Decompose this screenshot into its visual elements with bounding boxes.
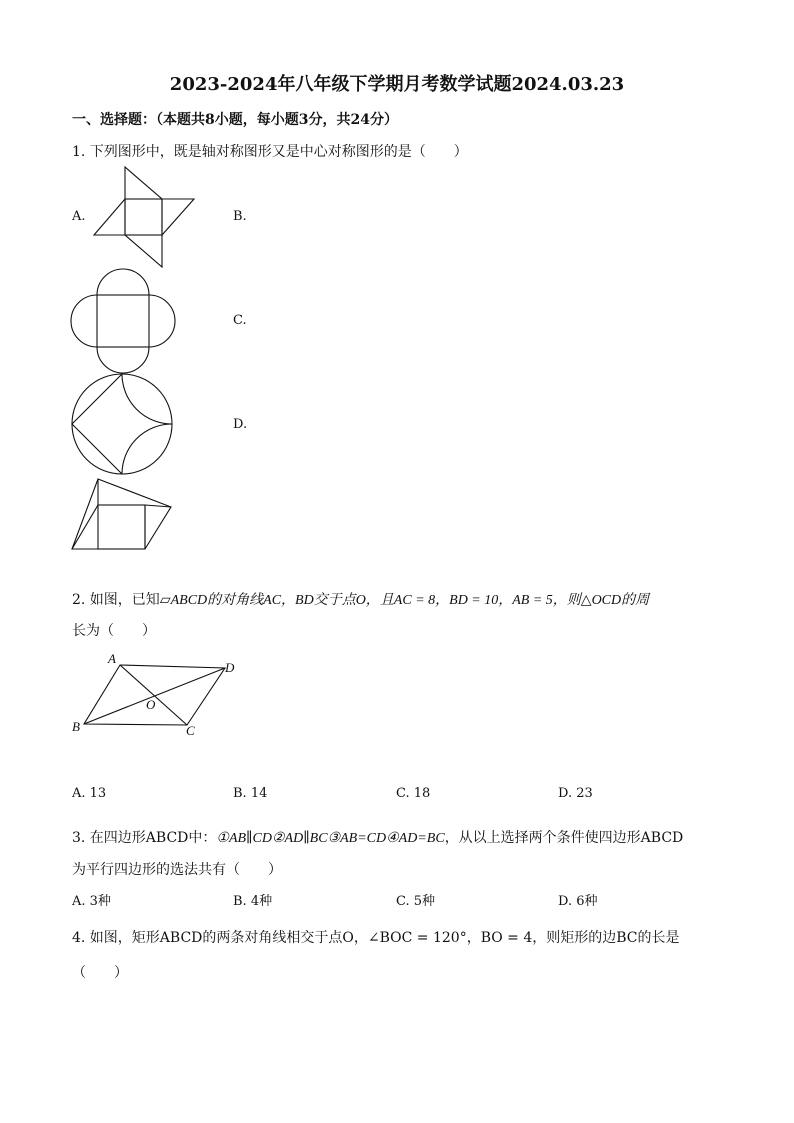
q2-stem-main: ABCD的对角线AC，BD交于点O，且AC = 8，BD = 10，AB = 5，则△OCD的周 [170,593,650,608]
q2-stem-line2: 长为（ ） [72,623,156,639]
q3-condition-4: ④AD=BC [386,831,445,846]
q1-figure-a [90,165,200,270]
q1-label-a: A. [72,209,86,224]
q2-option-c: C. 18 [396,786,431,801]
q3-option-d: D. 6种 [558,894,598,909]
point-a-label: A [108,651,116,666]
q1-figure-d [70,477,180,557]
parallelogram-symbol: ▱ [159,592,171,608]
q3-condition-1: ①AB∥CD [216,831,272,846]
q1-stem: 1. 下列图形中，既是轴对称图形又是中心对称图形的是（ ） [72,144,468,160]
q3-option-c: C. 5种 [396,894,436,909]
q3-stem-line2: 为平行四边形的选法共有（ ） [72,862,282,878]
point-c-label: C [186,723,195,738]
page-title: 2023-2024年八年级下学期月考数学试题2024.03.23 [169,74,625,95]
q1-label-c: C. [233,313,247,328]
q3-condition-3: ③AB=CD [327,831,387,846]
q4-stem-line2: （ ） [72,965,128,981]
q2-parallelogram-figure [70,648,250,743]
q3-option-a: A. 3种 [72,894,111,909]
q2-option-b: B. 14 [233,786,268,801]
q2-option-d: D. 23 [558,786,593,801]
q3-suffix: ，从以上选择两个条件使四边形ABCD [444,830,684,846]
point-d-label: D [225,660,235,675]
q2-stem-prefix: 2. 如图，已知 [72,592,160,608]
q3-condition-2: ②AD∥BC [271,831,328,846]
q2-option-a: A. 13 [72,786,107,801]
q2-stem-line1 [72,589,649,609]
point-o-label: O [146,697,156,712]
q1-label-d: D. [233,417,248,432]
point-b-label: B [72,719,80,734]
q3-prefix: 3. 在四边形ABCD中： [72,830,217,846]
q1-label-b: B. [233,209,247,224]
q1-figure-b [70,268,180,378]
q1-figure-c [70,372,180,482]
q3-option-b: B. 4种 [233,894,273,909]
q4-stem-line1: 4. 如图，矩形ABCD的两条对角线相交于点O，∠BOC = 120°，BO = 4，则矩形的边BC的长是 [72,930,680,946]
q3-stem-line1 [72,827,683,847]
section-header: 一、选择题：（本题共8小题，每小题3分，共24分） [72,112,398,128]
